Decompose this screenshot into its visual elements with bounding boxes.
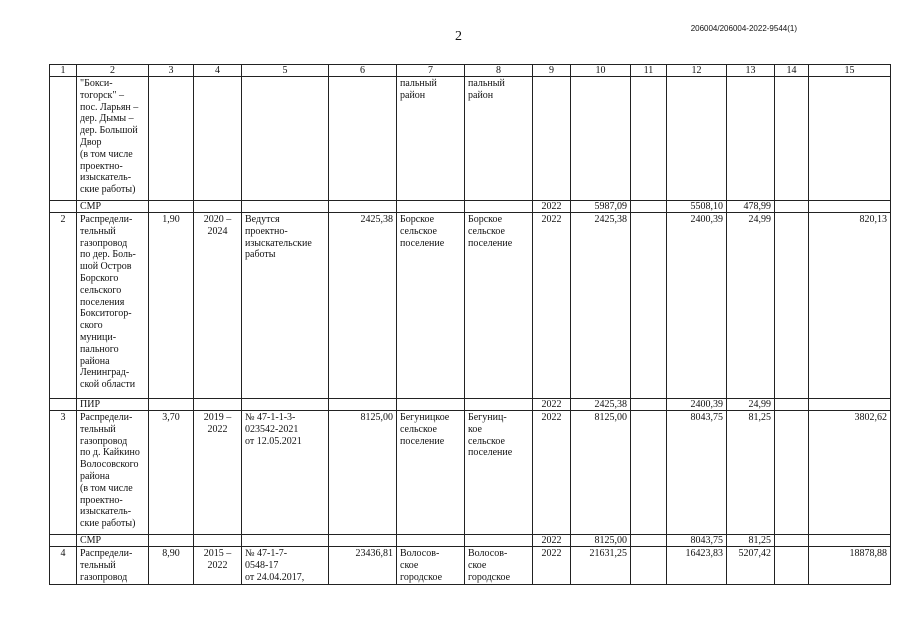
- cell: [149, 201, 194, 213]
- cell: [242, 77, 329, 201]
- cell: 5987,09: [571, 201, 631, 213]
- row-number: 2: [50, 213, 77, 399]
- cell: [775, 547, 809, 585]
- cell: [775, 399, 809, 411]
- cell: [631, 213, 667, 399]
- cell: [194, 399, 242, 411]
- cell: [329, 201, 397, 213]
- cell: 81,25: [727, 411, 775, 535]
- table-row: [50, 201, 891, 213]
- col-header: 12: [667, 65, 727, 77]
- cell: Бегуниц- кое сельское поселение: [465, 411, 533, 535]
- table-row: [50, 77, 891, 201]
- cell: 2019 – 2022: [194, 411, 242, 535]
- cell: 820,13: [809, 213, 891, 399]
- cell: 478,99: [727, 201, 775, 213]
- col-header: 5: [242, 65, 329, 77]
- cell: [194, 535, 242, 547]
- cell: 2425,38: [571, 399, 631, 411]
- year-cell: 2022: [533, 535, 571, 547]
- cell: № 47-1-7- 0548-17 от 24.04.2017,: [242, 547, 329, 585]
- work-type-cell: СМР: [77, 535, 149, 547]
- cell: 8125,00: [329, 411, 397, 535]
- cell: 21631,25: [571, 547, 631, 585]
- cell: [329, 77, 397, 201]
- cell: 2015 – 2022: [194, 547, 242, 585]
- page-number: 2: [455, 29, 462, 44]
- cell: [397, 399, 465, 411]
- cell: 8043,75: [667, 411, 727, 535]
- cell: [809, 535, 891, 547]
- row-number: 4: [50, 547, 77, 585]
- col-header: 7: [397, 65, 465, 77]
- cell: 3802,62: [809, 411, 891, 535]
- cell: [149, 399, 194, 411]
- col-header: 4: [194, 65, 242, 77]
- cell: [149, 535, 194, 547]
- cell: пальный район: [465, 77, 533, 201]
- cell: 8125,00: [571, 535, 631, 547]
- cell: 18878,88: [809, 547, 891, 585]
- col-header: 9: [533, 65, 571, 77]
- col-header: 11: [631, 65, 667, 77]
- cell: [533, 77, 571, 201]
- document-id: 206004/206004-2022-9544(1): [690, 24, 797, 33]
- year-cell: 2022: [533, 201, 571, 213]
- column-number-row: [50, 65, 891, 77]
- cell: Борское сельское поселение: [397, 213, 465, 399]
- cell: 2400,39: [667, 213, 727, 399]
- cell: [50, 399, 77, 411]
- row-number: 3: [50, 411, 77, 535]
- cell: пальный район: [397, 77, 465, 201]
- cell: 2425,38: [571, 213, 631, 399]
- cell: [465, 535, 533, 547]
- col-header: 10: [571, 65, 631, 77]
- cell: 24,99: [727, 213, 775, 399]
- work-type-cell: СМР: [77, 201, 149, 213]
- object-name-cell: Распредели- тельный газопровод по дер. Боль- шой Остров Борского сельского поселения Бокситогор- ского муници- пального района Ленинград- ской области: [77, 213, 149, 399]
- object-name-cell: "Бокси- тогорск" – пос. Ларьян – дер. Дымы – дер. Большой Двор (в том числе проектно- изыскатель- ские работы): [77, 77, 149, 201]
- cell: [775, 535, 809, 547]
- year-cell: 2022: [533, 411, 571, 535]
- cell: 8125,00: [571, 411, 631, 535]
- col-header: 1: [50, 65, 77, 77]
- year-cell: 2022: [533, 213, 571, 399]
- cell: [194, 77, 242, 201]
- cell: [465, 201, 533, 213]
- cell: [631, 399, 667, 411]
- cell: [465, 399, 533, 411]
- table-row: [50, 399, 891, 411]
- cell: [329, 399, 397, 411]
- cell: № 47-1-1-3- 023542-2021 от 12.05.2021: [242, 411, 329, 535]
- cell: 16423,83: [667, 547, 727, 585]
- object-name-cell: Распредели- тельный газопровод: [77, 547, 149, 585]
- year-cell: 2022: [533, 399, 571, 411]
- cell: 5508,10: [667, 201, 727, 213]
- cell: [809, 201, 891, 213]
- cell: [809, 399, 891, 411]
- cell: [329, 535, 397, 547]
- cell: [50, 201, 77, 213]
- cell: Ведутся проектно- изыскательские работы: [242, 213, 329, 399]
- cell: Волосов- ское городское: [397, 547, 465, 585]
- cell: [242, 399, 329, 411]
- cell: 24,99: [727, 399, 775, 411]
- cell: [631, 77, 667, 201]
- cell: [571, 77, 631, 201]
- col-header: 3: [149, 65, 194, 77]
- cell: [727, 77, 775, 201]
- cell: 23436,81: [329, 547, 397, 585]
- cell: 81,25: [727, 535, 775, 547]
- cell: [242, 201, 329, 213]
- cell: [631, 411, 667, 535]
- cell: [50, 77, 77, 201]
- cell: 1,90: [149, 213, 194, 399]
- cell: 2020 – 2024: [194, 213, 242, 399]
- cell: [397, 535, 465, 547]
- table-row: [50, 213, 891, 399]
- object-name-cell: Распредели- тельный газопровод по д. Кайкино Волосовского района (в том числе проектно- изыскатель- ские работы): [77, 411, 149, 535]
- cell: [775, 411, 809, 535]
- cell: 5207,42: [727, 547, 775, 585]
- cell: 2400,39: [667, 399, 727, 411]
- col-header: 15: [809, 65, 891, 77]
- cell: [775, 201, 809, 213]
- col-header: 2: [77, 65, 149, 77]
- cell: [631, 535, 667, 547]
- cell: Борское сельское поселение: [465, 213, 533, 399]
- col-header: 13: [727, 65, 775, 77]
- col-header: 8: [465, 65, 533, 77]
- cell: [775, 77, 809, 201]
- cell: 8,90: [149, 547, 194, 585]
- cell: [809, 77, 891, 201]
- cell: 8043,75: [667, 535, 727, 547]
- cell: [194, 201, 242, 213]
- main-table: [49, 64, 891, 585]
- cell: 2425,38: [329, 213, 397, 399]
- year-cell: 2022: [533, 547, 571, 585]
- cell: [149, 77, 194, 201]
- cell: 3,70: [149, 411, 194, 535]
- table-row: [50, 411, 891, 535]
- cell: [397, 201, 465, 213]
- cell: [50, 535, 77, 547]
- table-row: [50, 547, 891, 585]
- cell: [631, 201, 667, 213]
- cell: [631, 547, 667, 585]
- cell: Волосов- ское городское: [465, 547, 533, 585]
- cell: Бегуницкое сельское поселение: [397, 411, 465, 535]
- table-row: [50, 535, 891, 547]
- cell: [242, 535, 329, 547]
- col-header: 6: [329, 65, 397, 77]
- cell: [775, 213, 809, 399]
- work-type-cell: ПИР: [77, 399, 149, 411]
- cell: [667, 77, 727, 201]
- col-header: 14: [775, 65, 809, 77]
